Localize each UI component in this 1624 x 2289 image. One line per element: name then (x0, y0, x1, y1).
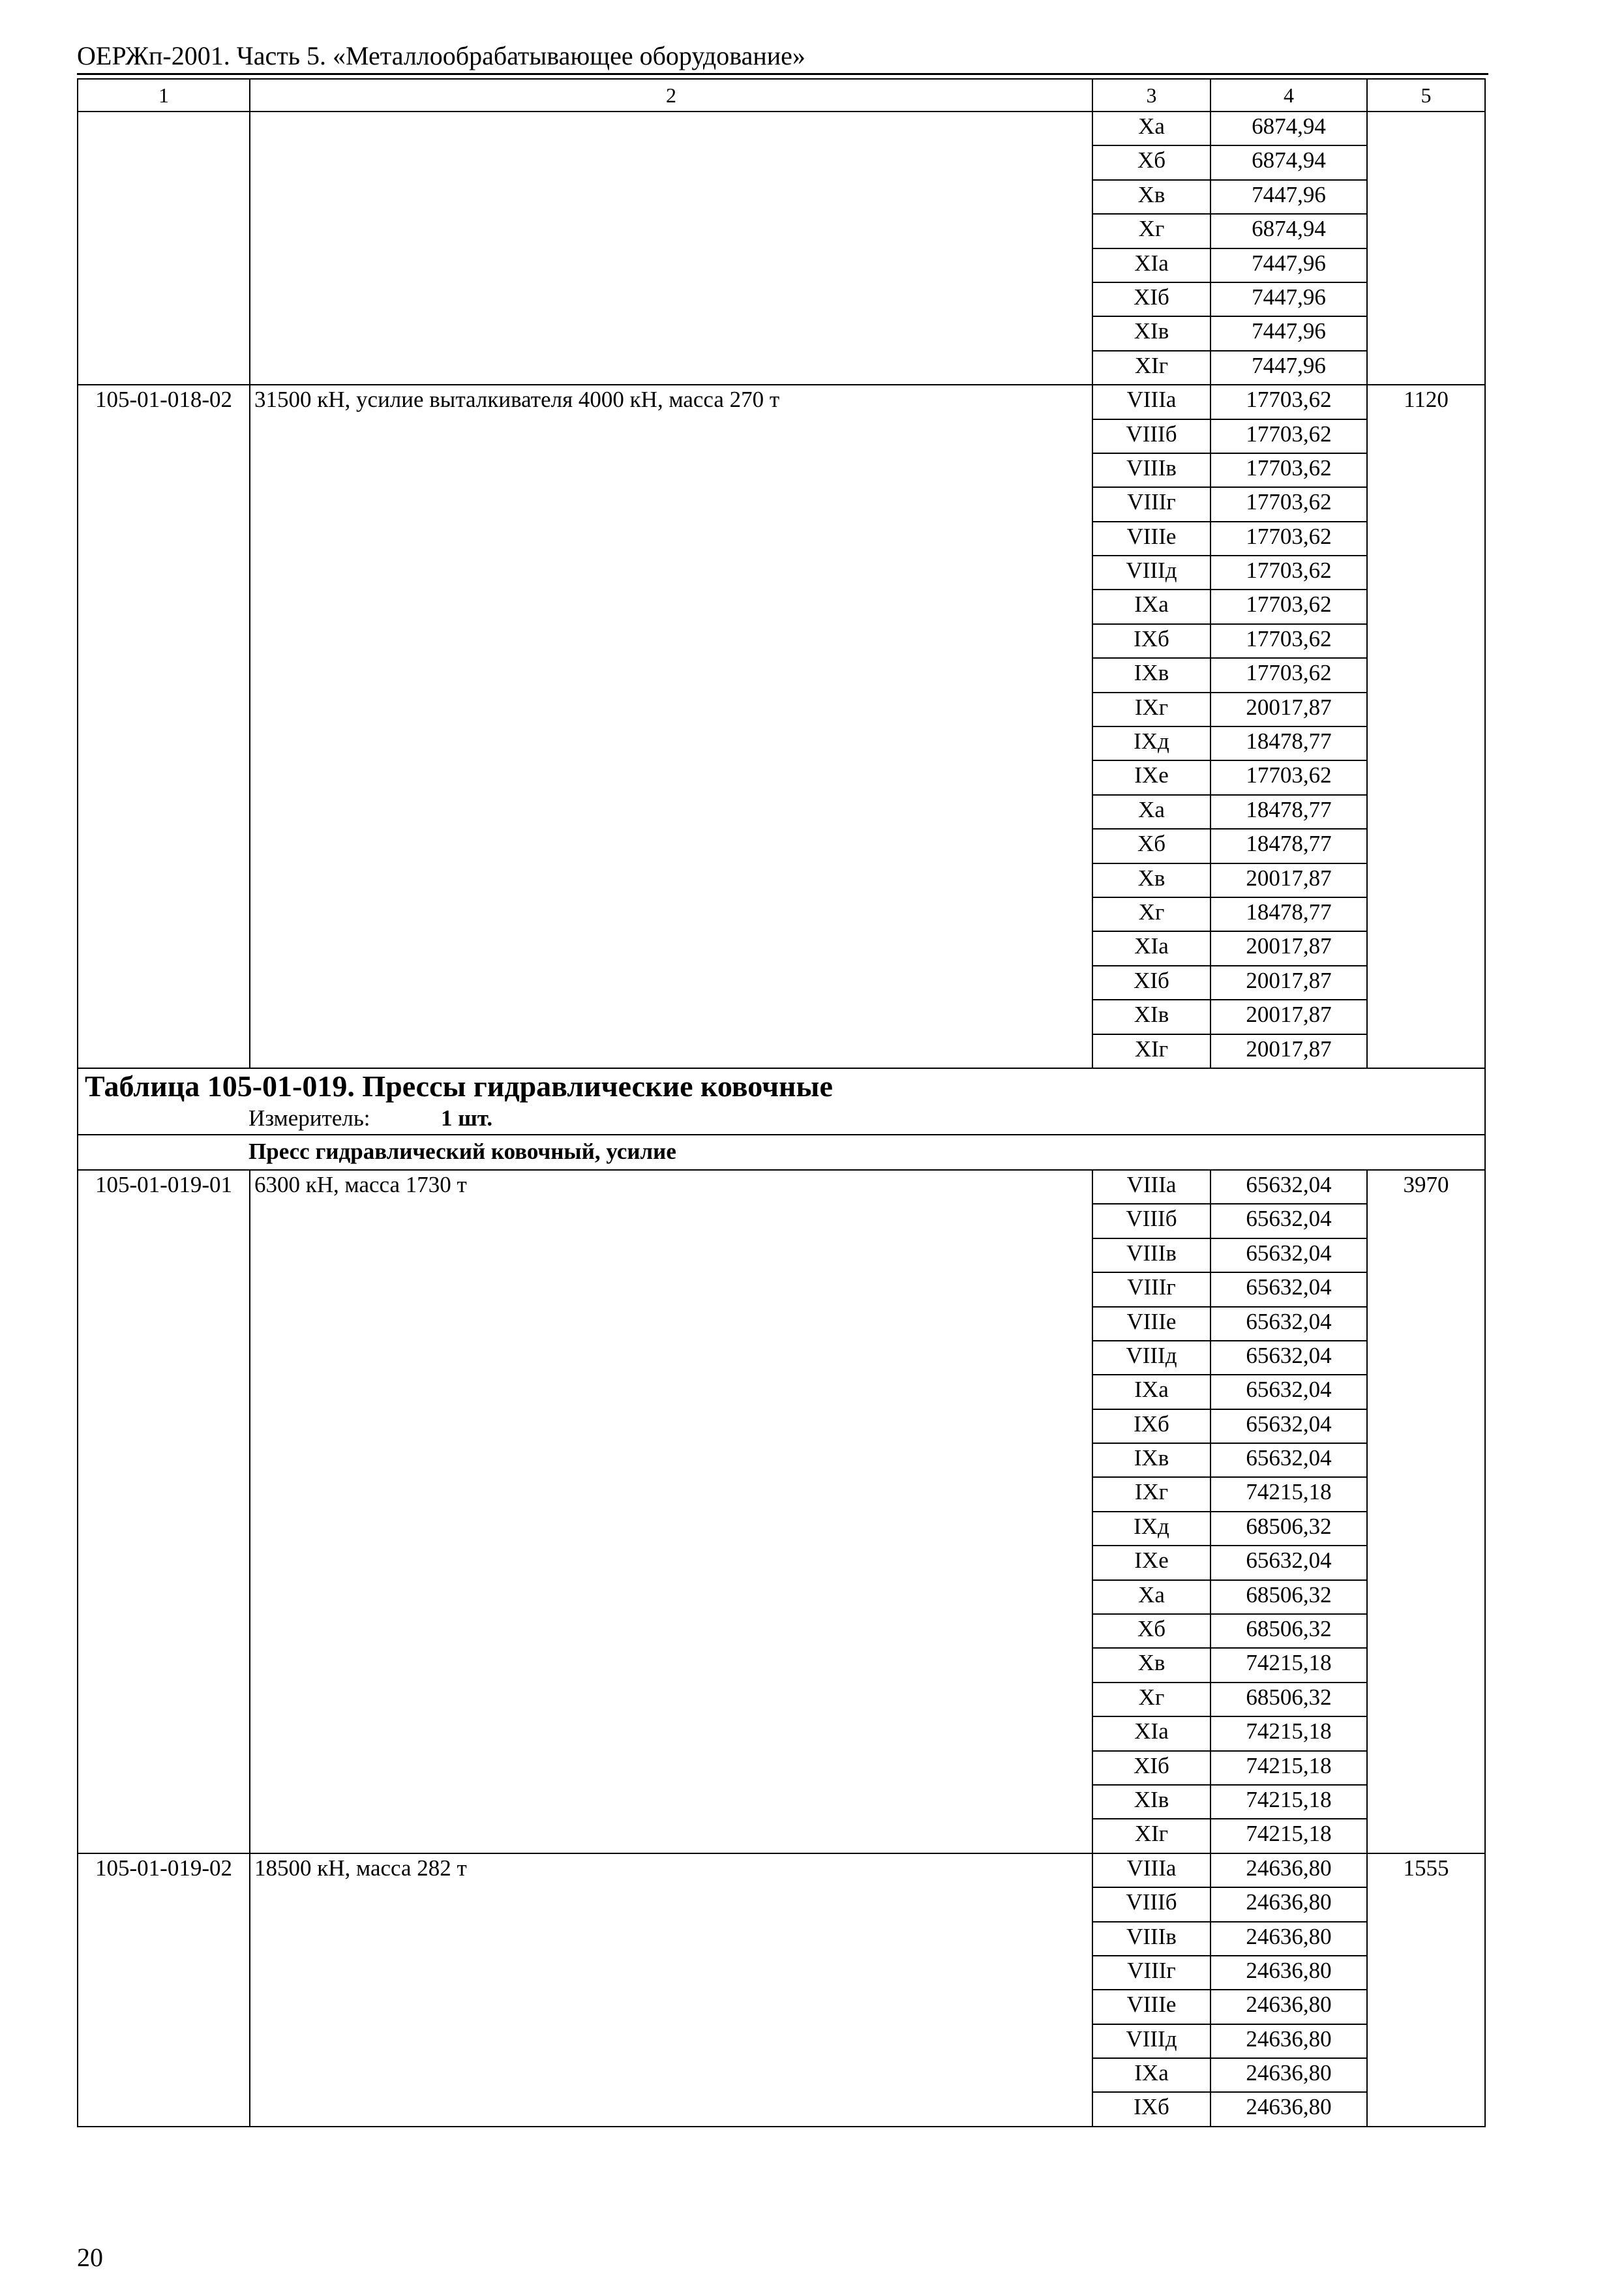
price-cell: 68506,32 (1210, 1683, 1367, 1716)
region-cell: IXд (1092, 1512, 1210, 1546)
region-cell: VIIIв (1092, 453, 1210, 487)
price-cell: 18478,77 (1210, 726, 1367, 760)
region-cell: XIб (1092, 1751, 1210, 1785)
region-cell: XIб (1092, 282, 1210, 316)
price-cell: 65632,04 (1210, 1238, 1367, 1272)
group-title: Пресс гидравлический ковочный, усилие (248, 1138, 676, 1164)
region-cell: XIг (1092, 351, 1210, 385)
region-cell: VIIIб (1092, 1204, 1210, 1238)
region-cell: IXб (1092, 2092, 1210, 2126)
price-cell: 17703,62 (1210, 453, 1367, 487)
item-description (250, 112, 1092, 385)
item-code: 105-01-019-02 (78, 1853, 250, 2127)
region-cell: IXб (1092, 624, 1210, 658)
region-cell: VIIIд (1092, 2024, 1210, 2058)
price-cell: 65632,04 (1210, 1546, 1367, 1579)
region-cell: Xб (1092, 145, 1210, 179)
item-code: 105-01-019-01 (78, 1170, 250, 1853)
region-cell: Xв (1092, 863, 1210, 897)
region-cell: Xг (1092, 897, 1210, 931)
price-cell: 18478,77 (1210, 897, 1367, 931)
region-cell: IXб (1092, 1409, 1210, 1443)
region-cell: XIв (1092, 1785, 1210, 1819)
column-number: 2 (250, 79, 1092, 112)
item-code (78, 112, 250, 385)
price-cell: 65632,04 (1210, 1341, 1367, 1375)
item-code: 105-01-018-02 (78, 385, 250, 1068)
price-cell: 24636,80 (1210, 1922, 1367, 1956)
price-cell: 17703,62 (1210, 385, 1367, 419)
item-description: 18500 кН, масса 282 т (250, 1853, 1092, 2127)
region-cell: VIIIе (1092, 1307, 1210, 1341)
page-number: 20 (77, 2243, 103, 2272)
table-row (78, 1853, 1485, 1887)
price-cell: 7447,96 (1210, 282, 1367, 316)
region-cell: VIIIе (1092, 522, 1210, 556)
table-title-row (78, 1068, 1485, 1104)
price-cell: 65632,04 (1210, 1443, 1367, 1477)
region-cell: Xб (1092, 829, 1210, 863)
region-cell: VIIIa (1092, 1853, 1210, 1887)
price-cell: 65632,04 (1210, 1307, 1367, 1341)
price-table (77, 78, 1486, 2127)
price-cell: 24636,80 (1210, 1887, 1367, 1921)
price-cell: 6874,94 (1210, 214, 1367, 248)
price-cell: 17703,62 (1210, 624, 1367, 658)
table-row (78, 112, 1485, 145)
price-cell: 20017,87 (1210, 1000, 1367, 1034)
region-cell: Xa (1092, 1580, 1210, 1614)
price-cell: 65632,04 (1210, 1272, 1367, 1306)
price-cell: 20017,87 (1210, 1034, 1367, 1068)
price-cell: 20017,87 (1210, 966, 1367, 1000)
price-cell: 17703,62 (1210, 487, 1367, 521)
unit-value: 1 шт. (441, 1105, 493, 1131)
price-cell: 7447,96 (1210, 316, 1367, 350)
labor-cost: 1555 (1367, 1853, 1485, 2127)
column-number: 5 (1367, 79, 1485, 112)
price-cell: 24636,80 (1210, 1990, 1367, 2024)
region-cell: VIIIб (1092, 419, 1210, 453)
price-cell: 65632,04 (1210, 1170, 1367, 1204)
price-cell: 17703,62 (1210, 556, 1367, 590)
price-cell: 74215,18 (1210, 1819, 1367, 1853)
labor-cost (1367, 112, 1485, 385)
region-cell: IXa (1092, 590, 1210, 623)
table-title: Таблица 105-01-019. Прессы гидравлические ковочные (78, 1068, 1485, 1104)
price-cell: 65632,04 (1210, 1409, 1367, 1443)
region-cell: Xг (1092, 1683, 1210, 1716)
price-cell: 7447,96 (1210, 180, 1367, 214)
group-cell (78, 1135, 1485, 1170)
region-cell: XIв (1092, 316, 1210, 350)
region-cell: XIг (1092, 1819, 1210, 1853)
price-cell: 20017,87 (1210, 693, 1367, 726)
price-cell: 6874,94 (1210, 145, 1367, 179)
price-cell: 7447,96 (1210, 248, 1367, 282)
price-cell: 68506,32 (1210, 1512, 1367, 1546)
price-cell: 74215,18 (1210, 1477, 1367, 1511)
region-cell: Xб (1092, 1614, 1210, 1648)
region-cell: VIIIд (1092, 556, 1210, 590)
region-cell: IXв (1092, 1443, 1210, 1477)
header-rule (77, 73, 1488, 75)
region-cell: VIIIг (1092, 1272, 1210, 1306)
region-cell: Xг (1092, 214, 1210, 248)
price-cell: 17703,62 (1210, 590, 1367, 623)
price-cell: 65632,04 (1210, 1204, 1367, 1238)
region-cell: VIIIб (1092, 1887, 1210, 1921)
table-row (78, 385, 1485, 419)
region-cell: Xa (1092, 112, 1210, 145)
column-number: 4 (1210, 79, 1367, 112)
region-cell: VIIIе (1092, 1990, 1210, 2024)
item-description: 31500 кН, усилие выталкивателя 4000 кН, масса 270 т (250, 385, 1092, 1068)
region-cell: VIIIг (1092, 487, 1210, 521)
unit-label: Измеритель: (248, 1105, 370, 1131)
region-cell: IXе (1092, 1546, 1210, 1579)
region-cell: VIIIг (1092, 1956, 1210, 1990)
item-description: 6300 кН, масса 1730 т (250, 1170, 1092, 1853)
price-cell: 18478,77 (1210, 795, 1367, 829)
region-cell: IXa (1092, 2058, 1210, 2092)
region-cell: XIб (1092, 966, 1210, 1000)
price-cell: 74215,18 (1210, 1751, 1367, 1785)
labor-cost: 3970 (1367, 1170, 1485, 1853)
price-cell: 18478,77 (1210, 829, 1367, 863)
region-cell: VIIIa (1092, 1170, 1210, 1204)
price-cell: 17703,62 (1210, 522, 1367, 556)
region-cell: VIIIв (1092, 1922, 1210, 1956)
region-cell: XIв (1092, 1000, 1210, 1034)
region-cell: Xa (1092, 795, 1210, 829)
column-number-row (78, 79, 1485, 112)
region-cell: VIIIв (1092, 1238, 1210, 1272)
region-cell: VIIIa (1092, 385, 1210, 419)
region-cell: IXa (1092, 1375, 1210, 1409)
region-cell: XIa (1092, 1716, 1210, 1750)
price-cell: 24636,80 (1210, 1956, 1367, 1990)
labor-cost: 1120 (1367, 385, 1485, 1068)
group-title-row (78, 1135, 1485, 1170)
price-cell: 74215,18 (1210, 1785, 1367, 1819)
column-number: 1 (78, 79, 250, 112)
price-cell: 74215,18 (1210, 1648, 1367, 1682)
price-cell: 68506,32 (1210, 1580, 1367, 1614)
price-cell: 74215,18 (1210, 1716, 1367, 1750)
region-cell: IXд (1092, 726, 1210, 760)
region-cell: Xв (1092, 1648, 1210, 1682)
price-cell: 24636,80 (1210, 1853, 1367, 1887)
price-cell: 6874,94 (1210, 112, 1367, 145)
column-number: 3 (1092, 79, 1210, 112)
price-cell: 65632,04 (1210, 1375, 1367, 1409)
unit-cell (78, 1104, 1485, 1135)
price-cell: 17703,62 (1210, 760, 1367, 794)
region-cell: IXг (1092, 693, 1210, 726)
price-cell: 24636,80 (1210, 2092, 1367, 2126)
region-cell: Xв (1092, 180, 1210, 214)
unit-row (78, 1104, 1485, 1135)
price-cell: 17703,62 (1210, 658, 1367, 692)
region-cell: VIIIд (1092, 1341, 1210, 1375)
price-cell: 20017,87 (1210, 863, 1367, 897)
page-header: ОЕРЖп-2001. Часть 5. «Металлообрабатывающее оборудование» (77, 41, 805, 70)
region-cell: XIa (1092, 248, 1210, 282)
price-cell: 20017,87 (1210, 931, 1367, 965)
price-cell: 24636,80 (1210, 2024, 1367, 2058)
region-cell: XIг (1092, 1034, 1210, 1068)
price-cell: 7447,96 (1210, 351, 1367, 385)
region-cell: IXе (1092, 760, 1210, 794)
price-cell: 68506,32 (1210, 1614, 1367, 1648)
price-cell: 17703,62 (1210, 419, 1367, 453)
region-cell: XIa (1092, 931, 1210, 965)
price-cell: 24636,80 (1210, 2058, 1367, 2092)
region-cell: IXв (1092, 658, 1210, 692)
region-cell: IXг (1092, 1477, 1210, 1511)
table-row (78, 1170, 1485, 1204)
